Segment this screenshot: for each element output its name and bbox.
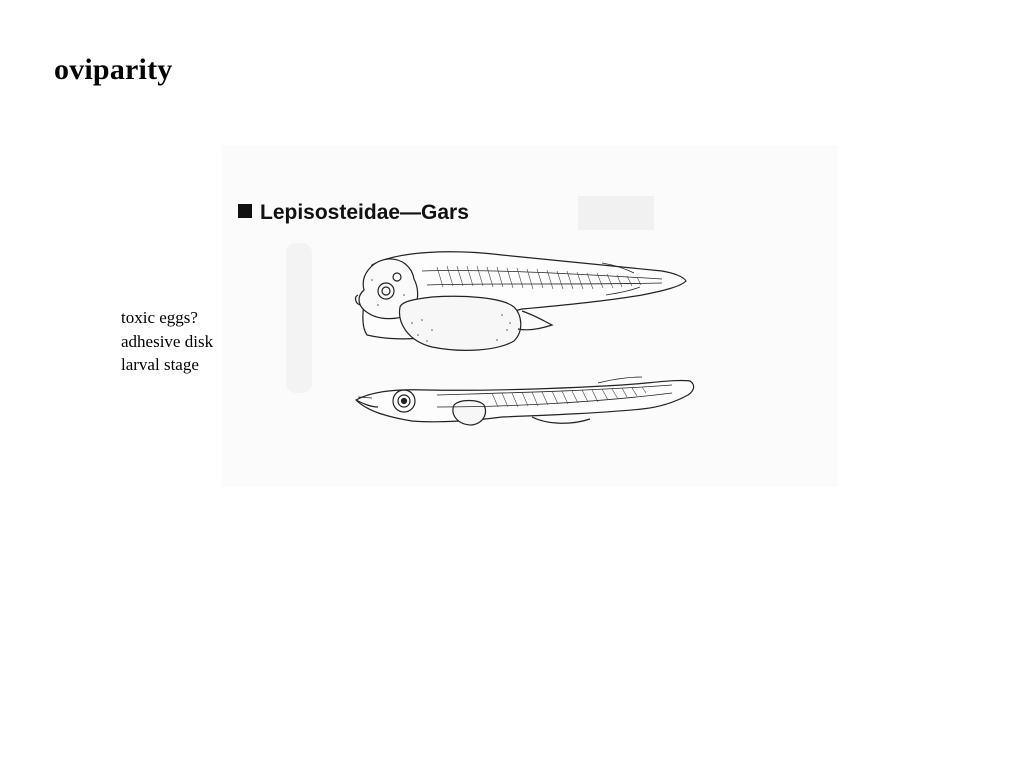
note-toxic-eggs: toxic eggs? [121,308,198,327]
note-larval-stage: larval stage [121,355,199,374]
notes-list [121,306,213,377]
note-adhesive-disk: adhesive disk [121,331,214,351]
scan-artifact [286,243,312,393]
gar-juvenile-larva-icon [356,377,694,425]
square-bullet-icon [238,204,252,218]
scan-artifact [578,196,654,230]
figure-caption [238,199,469,227]
figure-drawing [222,145,838,487]
slide-title: oviparity [54,53,173,86]
gar-larva-with-yolk-sac-icon [356,252,686,351]
figure-caption-text: Lepisosteidae—Gars [260,201,469,224]
gar-larvae-figure [222,145,838,487]
